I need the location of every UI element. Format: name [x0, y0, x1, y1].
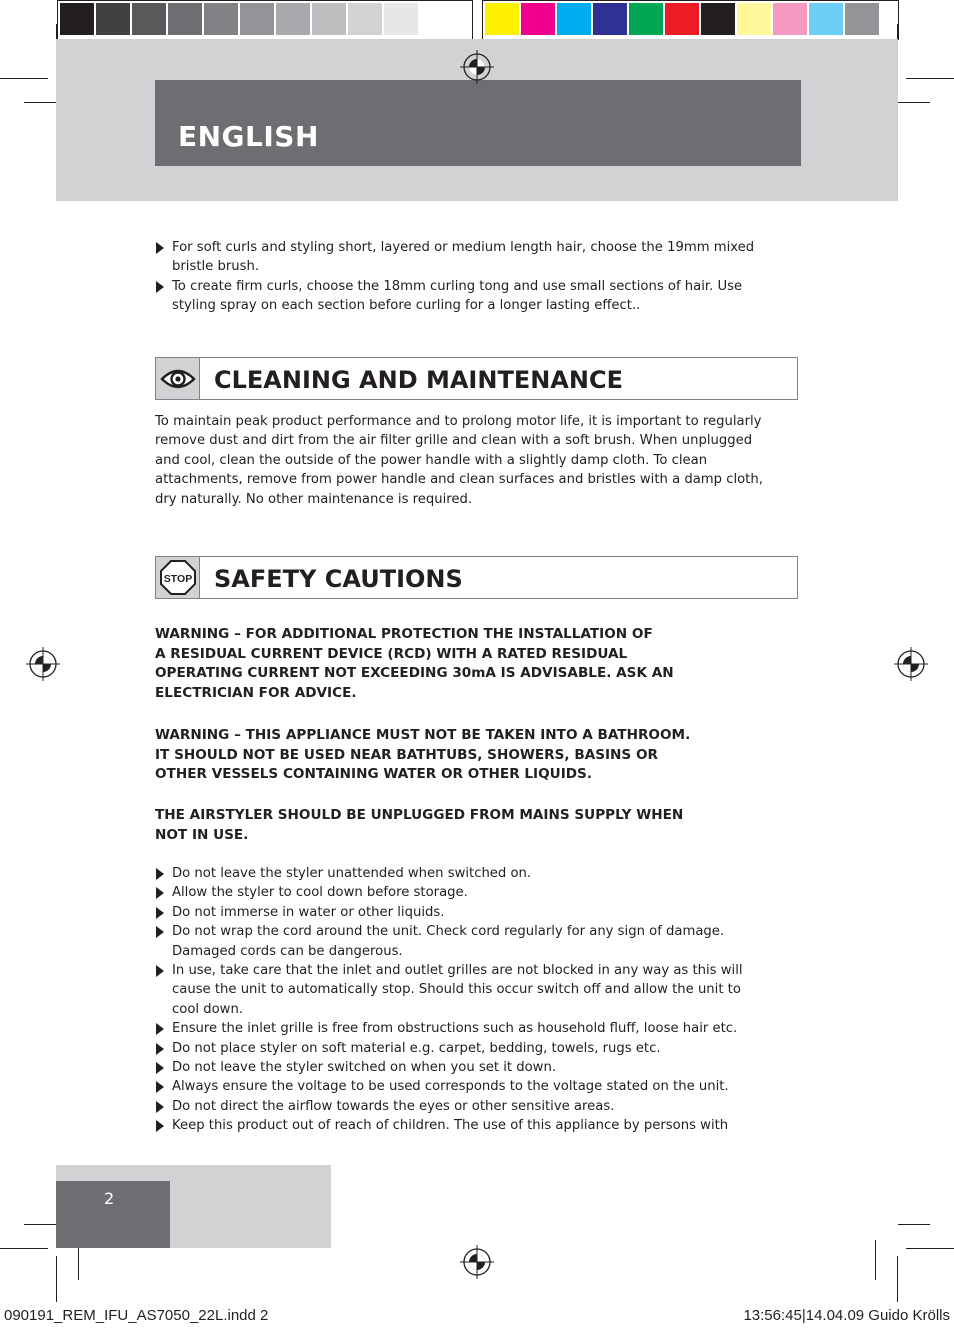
timestamp-slug: 13:56:45|14.04.09 Guido Krölls	[743, 1307, 950, 1324]
color-swatch	[167, 2, 203, 36]
registration-mark-icon	[26, 647, 60, 681]
crop-mark	[898, 1224, 930, 1225]
safety-section-heading	[155, 556, 798, 599]
color-swatch	[664, 2, 700, 36]
crop-mark	[898, 102, 930, 103]
list-item: Always ensure the voltage to be used corresponds to the voltage stated on the unit.	[155, 1077, 775, 1096]
list-item: To create firm curls, choose the 18mm curling tong and use small sections of hair. Use styling spray on each section before curling for a longer lasting effect..	[155, 277, 755, 316]
color-swatch	[484, 2, 520, 36]
color-swatch	[347, 2, 383, 36]
color-swatch	[419, 2, 455, 36]
list-item: Do not leave the styler switched on when you set it down.	[155, 1058, 775, 1077]
bullet-arrow-icon	[156, 1062, 164, 1074]
color-swatch	[808, 2, 844, 36]
list-item: Allow the styler to cool down before storage.	[155, 883, 775, 902]
color-swatch	[95, 2, 131, 36]
section-title: SAFETY CAUTIONS	[214, 565, 463, 593]
crop-mark	[875, 1240, 876, 1280]
bullet-arrow-icon	[156, 242, 164, 254]
color-swatch	[520, 2, 556, 36]
bullet-arrow-icon	[156, 1120, 164, 1132]
bullet-arrow-icon	[156, 281, 164, 293]
intro-bullet-list	[155, 238, 755, 316]
crop-mark	[56, 1256, 57, 1302]
page-number: 2	[104, 1189, 115, 1208]
list-item: Keep this product out of reach of children. The use of this appliance by persons with	[155, 1116, 775, 1135]
color-swatch	[556, 2, 592, 36]
color-swatch	[736, 2, 772, 36]
section-title: CLEANING AND MAINTENANCE	[214, 366, 623, 394]
registration-mark-icon	[460, 1245, 494, 1279]
bullet-arrow-icon	[156, 1043, 164, 1055]
crop-mark	[906, 78, 954, 79]
bullet-arrow-icon	[156, 1101, 164, 1113]
section-icon-cell	[156, 557, 200, 598]
list-item: Do not direct the airflow towards the eyes or other sensitive areas.	[155, 1097, 775, 1116]
process-color-bar	[484, 2, 880, 38]
bullet-arrow-icon	[156, 926, 164, 938]
color-swatch	[772, 2, 808, 36]
list-item: Do not leave the styler unattended when switched on.	[155, 864, 775, 883]
bullet-arrow-icon	[156, 965, 164, 977]
list-item: Do not wrap the cord around the unit. Check cord regularly for any sign of damage. Damaged cords can be dangerous.	[155, 922, 775, 961]
registration-mark-icon	[894, 647, 928, 681]
crop-mark	[24, 102, 56, 103]
crop-mark	[897, 1256, 898, 1302]
bullet-arrow-icon	[156, 868, 164, 880]
bullet-arrow-icon	[156, 887, 164, 899]
color-swatch	[239, 2, 275, 36]
crop-mark	[906, 1248, 954, 1249]
safety-bullet-list	[155, 864, 775, 1136]
stop-sign-icon	[156, 557, 200, 598]
crop-mark	[24, 1224, 56, 1225]
color-swatch	[275, 2, 311, 36]
gray-color-bar	[59, 2, 455, 38]
crop-mark	[0, 1248, 48, 1249]
warning-bathroom: WARNING – THIS APPLIANCE MUST NOT BE TAKEN INTO A BATHROOM. IT SHOULD NOT BE USED NEAR BATHTUBS, SHOWERS, BASINS OR OTHER VESSELS CONTAINING WATER OR OTHER LIQUIDS.	[155, 727, 691, 783]
crop-mark	[0, 78, 48, 79]
cleaning-paragraph: To maintain peak product performance and to prolong motor life, it is important to regularly remove dust and dirt from the air filter grille and clean with a soft brush. When unplugged and cool, clean the outside of the power handle with a slightly damp cloth. To clean attachments, remove from power handle and clean surfaces and bristles with a damp cloth, dry naturally. No other maintenance is required.	[155, 414, 763, 507]
color-swatch	[700, 2, 736, 36]
section-icon-cell	[156, 358, 200, 399]
bullet-arrow-icon	[156, 907, 164, 919]
color-swatch	[203, 2, 239, 36]
list-item: Ensure the inlet grille is free from obstructions such as household fluff, loose hair etc.	[155, 1019, 775, 1038]
eye-icon	[156, 358, 200, 399]
list-item: In use, take care that the inlet and outlet grilles are not blocked in any way as this will cause the unit to automatically stop. Should this occur switch off and allow the unit to cool down.	[155, 961, 775, 1019]
list-item: Do not place styler on soft material e.g. carpet, bedding, towels, rugs etc.	[155, 1039, 775, 1058]
color-swatch	[59, 2, 95, 36]
file-slug: 090191_REM_IFU_AS7050_22L.indd 2	[4, 1307, 269, 1324]
color-swatch	[311, 2, 347, 36]
color-swatch	[628, 2, 664, 36]
color-swatch	[131, 2, 167, 36]
warning-rcd: WARNING – FOR ADDITIONAL PROTECTION THE INSTALLATION OF A RESIDUAL CURRENT DEVICE (RCD) WITH A RATED RESIDUAL OPERATING CURRENT NOT EXCEEDING 30mA IS ADVISABLE. ASK AN ELECTRICIAN FOR ADVICE.	[155, 626, 674, 701]
warning-unplug: THE AIRSTYLER SHOULD BE UNPLUGGED FROM MAINS SUPPLY WHEN NOT IN USE.	[155, 807, 684, 843]
bullet-arrow-icon	[156, 1081, 164, 1093]
list-item: Do not immerse in water or other liquids.	[155, 903, 775, 922]
cleaning-section-heading	[155, 357, 798, 400]
list-item: For soft curls and styling short, layered or medium length hair, choose the 19mm mixed bristle brush.	[155, 238, 755, 277]
registration-mark-icon	[460, 50, 494, 84]
color-swatch	[383, 2, 419, 36]
stop-sign-text: STOP	[163, 573, 193, 585]
color-swatch	[844, 2, 880, 36]
color-swatch	[592, 2, 628, 36]
page-title: ENGLISH	[178, 120, 319, 153]
bullet-arrow-icon	[156, 1023, 164, 1035]
